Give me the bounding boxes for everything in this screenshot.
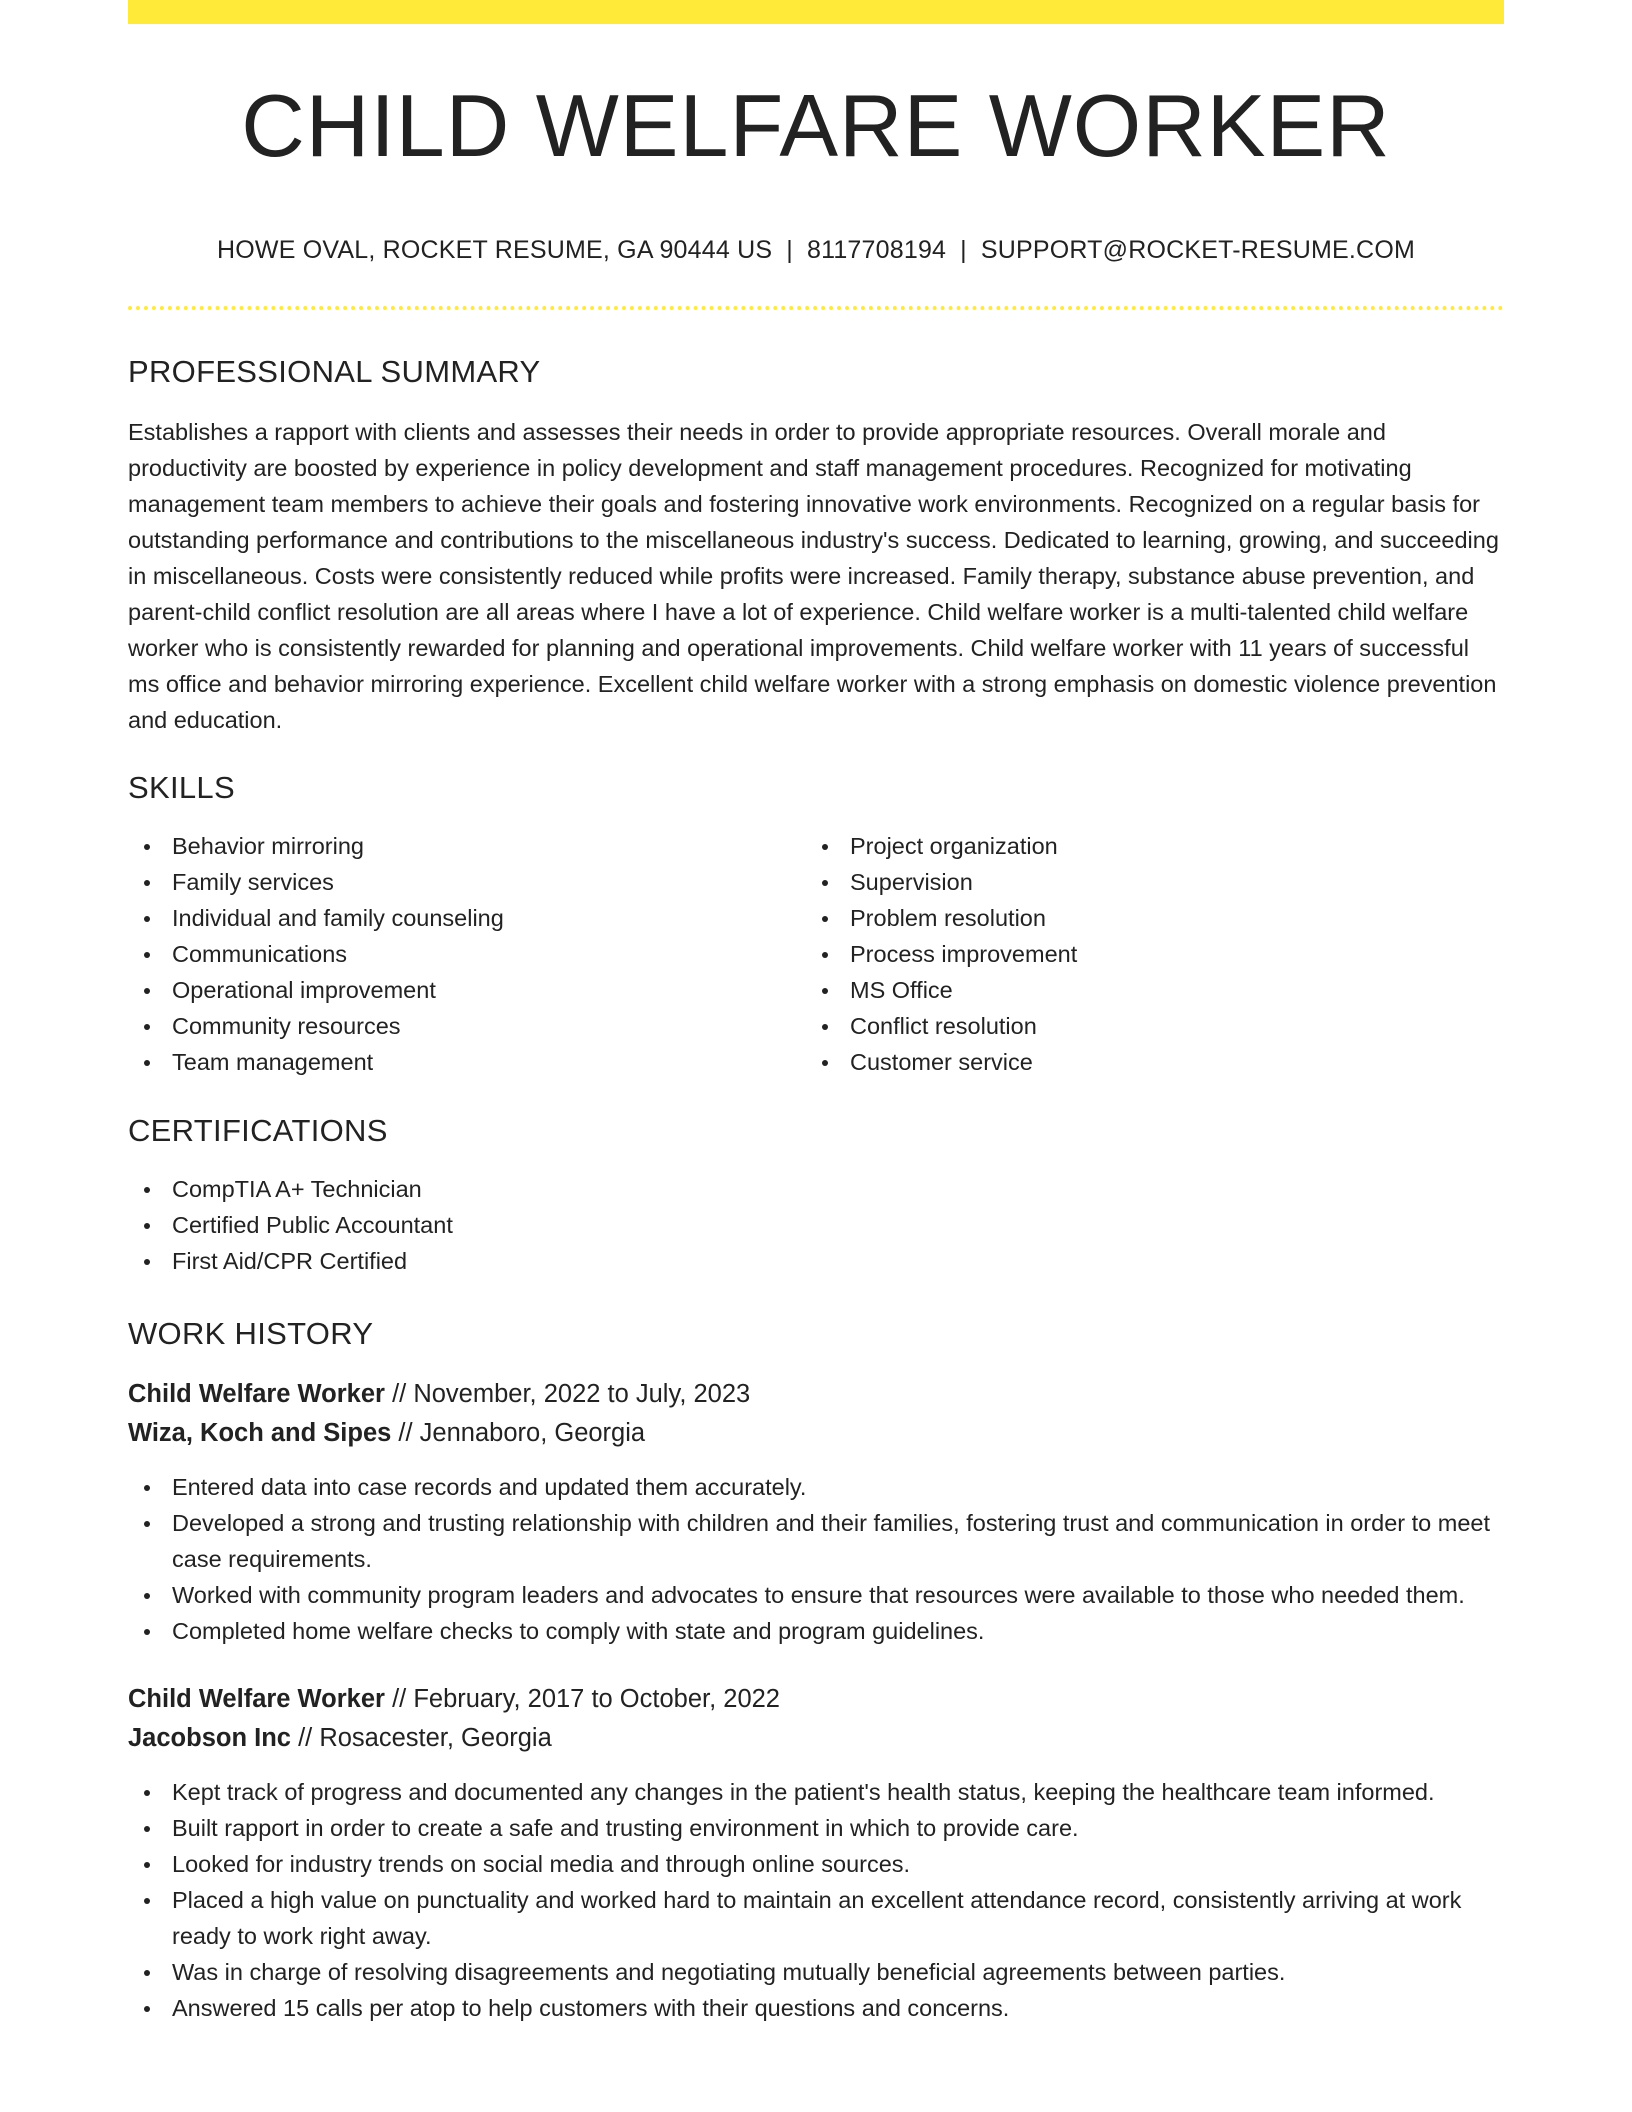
contact-email: SUPPORT@ROCKET-RESUME.COM bbox=[980, 236, 1415, 264]
job-duty: Worked with community program leaders and advocates to ensure that resources were available to those who needed them. bbox=[128, 1577, 1504, 1613]
contact-line bbox=[128, 236, 1504, 265]
contact-address: HOWE OVAL, ROCKET RESUME, GA 90444 US bbox=[217, 236, 773, 264]
job-company: Wiza, Koch and Sipes bbox=[128, 1419, 392, 1447]
job-company: Jacobson Inc bbox=[128, 1724, 291, 1752]
skill-item: Communications bbox=[128, 936, 806, 972]
job-dates: // February, 2017 to October, 2022 bbox=[392, 1685, 780, 1713]
job-duties-list bbox=[128, 1774, 1504, 2026]
job-entry bbox=[128, 1680, 1504, 2026]
contact-separator: | bbox=[960, 236, 967, 264]
job-role: Child Welfare Worker bbox=[128, 1685, 385, 1713]
job-dates: // November, 2022 to July, 2023 bbox=[392, 1380, 751, 1408]
skill-item: MS Office bbox=[806, 972, 1484, 1008]
skill-item: Process improvement bbox=[806, 936, 1484, 972]
contact-phone: 8117708194 bbox=[806, 236, 947, 264]
job-duty: Placed a high value on punctuality and worked hard to maintain an excellent attendance record, consistently arriving at work ready to work right away. bbox=[128, 1882, 1504, 1954]
skill-item: Community resources bbox=[128, 1008, 806, 1044]
job-company-line bbox=[128, 1414, 1504, 1453]
skill-item: Supervision bbox=[806, 864, 1484, 900]
contact-separator: | bbox=[786, 236, 793, 264]
skills-columns bbox=[128, 828, 1504, 1080]
job-duty: Kept track of progress and documented any changes in the patient's health status, keeping the healthcare team informed. bbox=[128, 1774, 1504, 1810]
job-duty: Looked for industry trends on social media and through online sources. bbox=[128, 1846, 1504, 1882]
job-entry bbox=[128, 1375, 1504, 1649]
skills-heading: SKILLS bbox=[128, 770, 235, 805]
job-role: Child Welfare Worker bbox=[128, 1380, 385, 1408]
job-title-line bbox=[128, 1680, 1504, 1719]
certifications-list bbox=[128, 1171, 1504, 1279]
skill-item: Customer service bbox=[806, 1044, 1484, 1080]
certification-item: CompTIA A+ Technician bbox=[128, 1171, 1504, 1207]
job-duty: Was in charge of resolving disagreements and negotiating mutually beneficial agreements between parties. bbox=[128, 1954, 1504, 1990]
top-accent-bar bbox=[128, 0, 1504, 24]
job-location: // Rosacester, Georgia bbox=[298, 1724, 552, 1752]
job-location: // Jennaboro, Georgia bbox=[398, 1419, 646, 1447]
skill-item: Problem resolution bbox=[806, 900, 1484, 936]
job-title-line bbox=[128, 1375, 1504, 1414]
resume-page bbox=[128, 0, 1504, 2112]
job-duty: Answered 15 calls per atop to help customers with their questions and concerns. bbox=[128, 1990, 1504, 2026]
job-duty: Completed home welfare checks to comply with state and program guidelines. bbox=[128, 1613, 1504, 1649]
work-history-heading: WORK HISTORY bbox=[128, 1316, 374, 1351]
skill-item: Family services bbox=[128, 864, 806, 900]
job-company-line bbox=[128, 1719, 1504, 1758]
skill-item: Conflict resolution bbox=[806, 1008, 1484, 1044]
skills-right-list bbox=[806, 828, 1484, 1080]
skill-item: Operational improvement bbox=[128, 972, 806, 1008]
summary-heading: PROFESSIONAL SUMMARY bbox=[128, 354, 541, 389]
job-duty: Developed a strong and trusting relationship with children and their families, fostering trust and communication in order to meet case requirements. bbox=[128, 1505, 1504, 1577]
certification-item: First Aid/CPR Certified bbox=[128, 1243, 1504, 1279]
job-duty: Entered data into case records and updated them accurately. bbox=[128, 1469, 1504, 1505]
job-duties-list bbox=[128, 1469, 1504, 1649]
resume-name: CHILD WELFARE WORKER bbox=[241, 76, 1391, 175]
job-duty: Built rapport in order to create a safe and trusting environment in which to provide care. bbox=[128, 1810, 1504, 1846]
certifications-heading: CERTIFICATIONS bbox=[128, 1113, 388, 1148]
skill-item: Project organization bbox=[806, 828, 1484, 864]
summary-text: Establishes a rapport with clients and assesses their needs in order to provide appropriate resources. Overall morale and productivity are boosted by experience in policy development and staff management procedures. Recognized for motivating management team members to achieve their goals and fostering innovative work environments. Recognized on a regular basis for outstanding performance and contributions to the miscellaneous industry's success. Dedicated to learning, growing, and succeeding in miscellaneous. Costs were consistently reduced while profits were increased. Family therapy, substance abuse prevention, and parent-child conflict resolution are all areas where I have a lot of experience. Child welfare worker is a multi-talented child welfare worker who is consistently rewarded for planning and operational improvements. Child welfare worker with 11 years of successful ms office and behavior mirroring experience. Excellent child welfare worker with a strong emphasis on domestic violence prevention and education. bbox=[128, 419, 1499, 733]
skills-left-list bbox=[128, 828, 806, 1080]
skill-item: Behavior mirroring bbox=[128, 828, 806, 864]
certification-item: Certified Public Accountant bbox=[128, 1207, 1504, 1243]
skill-item: Team management bbox=[128, 1044, 806, 1080]
dotted-divider bbox=[128, 306, 1504, 310]
skill-item: Individual and family counseling bbox=[128, 900, 806, 936]
